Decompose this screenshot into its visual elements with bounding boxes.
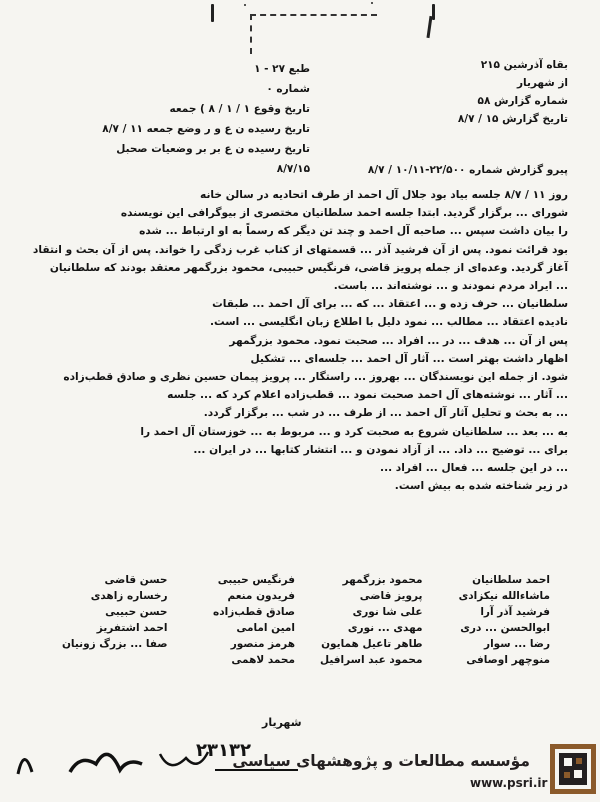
header-right [458,56,568,128]
attendee-name: رضا ... سوار [484,638,550,650]
report-body [28,186,568,495]
header-line: تاریخ گزارش ۱۵ / ۸/۷ [457,113,568,125]
header-line: تاریخ وقوع ۱ / ۱ / ۸ ) جمعه [169,103,310,115]
city-label: شهریار [262,716,302,729]
header-line: شماره گزارش ۵۸ [477,95,568,107]
body-line: ... در این جلسه ... فعال ... افراد ... [380,462,568,475]
attendee-name: فرنگیس حبیبی [217,574,295,586]
institution-url: www.psri.ir [470,776,548,790]
body-line: به ... بعد ... سلطانیان شروع به صحبت کرد و ... مربوط به ... خوزستان آل احمد را [140,425,568,438]
subject-line: پیرو گزارش شماره ۲۲/۵۰۰-۱۰/۱۱ / ۸/۷ [367,164,568,176]
scan-mark [426,16,432,38]
body-line: را بیان داشت سپس ... صاحبه آل احمد و چند تن دیگر که رسماً به او ارتباط ... شده [139,225,568,238]
body-line: روز ۱۱ / ۸/۷ جلسه بیاد بود جلال آل احمد از طرف اتحادیه در سالن خانه [200,189,568,201]
body-line: برای ... توضیح ... داد. ... از آزاد نمودن و ... انتشار کتابها ... در ایران ... [193,443,568,456]
attendee-name: احمد سلطانیان [472,574,550,586]
attendee-name: علی شا نوری [352,606,423,618]
attendee-name: ابوالحسن ... دری [460,622,550,634]
header-line: ۸/۷/۱۵ [276,163,310,175]
attendee-name: رخساره زاهدی [90,590,168,602]
attendee-name: صفا ... بزرگ زونیان [61,638,168,650]
scan-mark [211,4,214,22]
scan-mark [371,2,373,4]
attendee-name: احمد اشتفریز [96,622,168,634]
header-line: طبع ۲۷ - ۱ [254,63,310,75]
body-line: سلطانیان ... حرف زده و ... اعتقاد ... که ... برای آل احمد ... طبقات [212,298,568,311]
header-line: بقاه آذرشین ۲۱۵ [480,59,568,71]
institution-name: مؤسسه مطالعات و پژوهشهای سیاسی [232,752,530,770]
attendee-list [40,574,550,666]
header-line: از شهریار [516,77,568,89]
body-line: ... آثار ... نوشته‌های آل احمد صحبت نمود ... قطب‌زاده اعلام کرد که ... جلسه [167,389,568,402]
attendee-name [40,654,168,666]
attendee-name: منوچهر اوصافی [466,654,550,666]
attendee-name: محمود بزرگمهر [342,574,423,586]
body-line: در زیر شناخته شده به بیش است. [394,480,568,493]
scan-mark [432,4,435,20]
signature-number: ۲۳۱۳۲ [196,740,251,761]
attendee-name: حسن حبیبی [105,606,168,618]
attendee-name: طاهر تاعیل همایون [321,638,423,650]
institution-logo-icon [550,744,596,794]
header-line: شماره ۰ [266,83,310,95]
header-line: تاریخ رسیده ن ع و ر وضع جمعه ۱۱ / ۸/۷ [102,123,310,135]
attendee-name: محمود عبد اسرافیل [319,654,423,666]
attendee-name: پرویز قاضی [359,590,423,602]
body-line: ... ایراد مردم نمودند و ... نوشته‌اند ... باست. [333,280,568,293]
body-line: شورای ... برگزار گردید. ابتدا جلسه احمد سلطانیان مختصری از بیوگرافی این نویسنده [120,207,568,220]
attendee-name: مهدی ... نوری [347,622,423,634]
scan-mark [244,4,246,6]
body-line: نادیده اعتقاد ... مطالب ... نمود دلیل با اطلاع زبان انگلیسی ... است. [210,316,568,329]
attendee-name: صادق قطب‌زاده [213,606,295,618]
body-line: پس از آن ... هدف ... در ... افراد ... صحبت نمود. محمود بزرگمهر [229,334,568,347]
body-line: شود. از جمله این نویسندگان ... بهروز ... راستگار ... پرویز پیمان حسین نظری و صادق قطب‌زاده [63,371,568,384]
attendee-name: هرمز منصور [230,638,295,650]
attendee-name: ماشاءالله نیکزادی [458,590,550,602]
body-line: ... به بحث و تحلیل آثار آل احمد ... از طرف ... در شب ... برگزار گردد. [203,407,568,420]
body-line: اظهار داشت بهتر است ... آثار آل احمد ... جلسه‌ای ... تشکیل [250,352,568,365]
header-line: تاریخ رسیده ن ع بر بر وضعیات صحبل [116,143,310,155]
attendee-name: فریدون منعم [227,590,295,602]
attendee-name: فرشید آذر آرا [480,606,550,618]
body-line: بود قرائت نمود. پس از آن فرشید آذر ... قسمتهای از کتاب غرب زدگی را خواند. پس از آن بحث و انتقاد [32,243,568,256]
attendee-name: محمد لاهمی [231,654,295,666]
header-left [102,60,310,180]
body-line: آغاز گردید. وعده‌ای از جمله پرویز قاضی، فرنگیس حبیبی، محمود بزرگمهر معتقد بودند که سلطانیان [49,261,568,274]
attendee-name: امین امامی [236,622,295,634]
attendee-name: حسن قاضی [104,574,168,586]
stamp-box [250,14,377,54]
